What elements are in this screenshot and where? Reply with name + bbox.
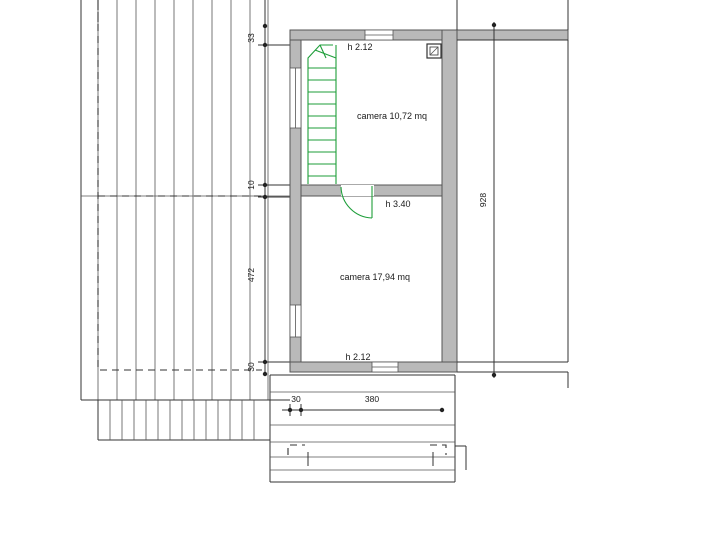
door-swing: [341, 185, 374, 218]
flue-box: [427, 44, 441, 58]
dim-right-total: 928: [478, 192, 488, 208]
dim-bottom-main: 380: [364, 394, 380, 404]
room-height-lower-top: h 3.40: [385, 199, 411, 209]
dim-left-main: 472: [246, 267, 256, 283]
bottom-dimension-line: [282, 404, 444, 416]
room-name-upper: camera 10,72 mq: [356, 111, 428, 121]
dim-bottom-small: 30: [291, 394, 301, 404]
room-height-lower-bottom: h 2.12: [345, 352, 371, 362]
dim-left-top: 33: [246, 33, 256, 43]
staircase: [308, 45, 336, 184]
left-dimension-line: [258, 0, 290, 376]
dim-left-mid: 10: [246, 180, 256, 190]
terrace-step-strip: [98, 400, 270, 440]
terrace-planks: [81, 0, 290, 400]
right-dimension-line: [492, 22, 496, 378]
room-height-upper: h 2.12: [347, 42, 373, 52]
right-area: [457, 0, 568, 388]
terrace-dashed-outline: [98, 0, 262, 370]
building-walls: [290, 30, 568, 372]
room-name-lower: camera 17,94 mq: [339, 272, 411, 282]
left-terrace: [81, 0, 290, 440]
dim-left-bottom: 30: [246, 362, 256, 372]
entrance-stairs: [270, 375, 466, 482]
